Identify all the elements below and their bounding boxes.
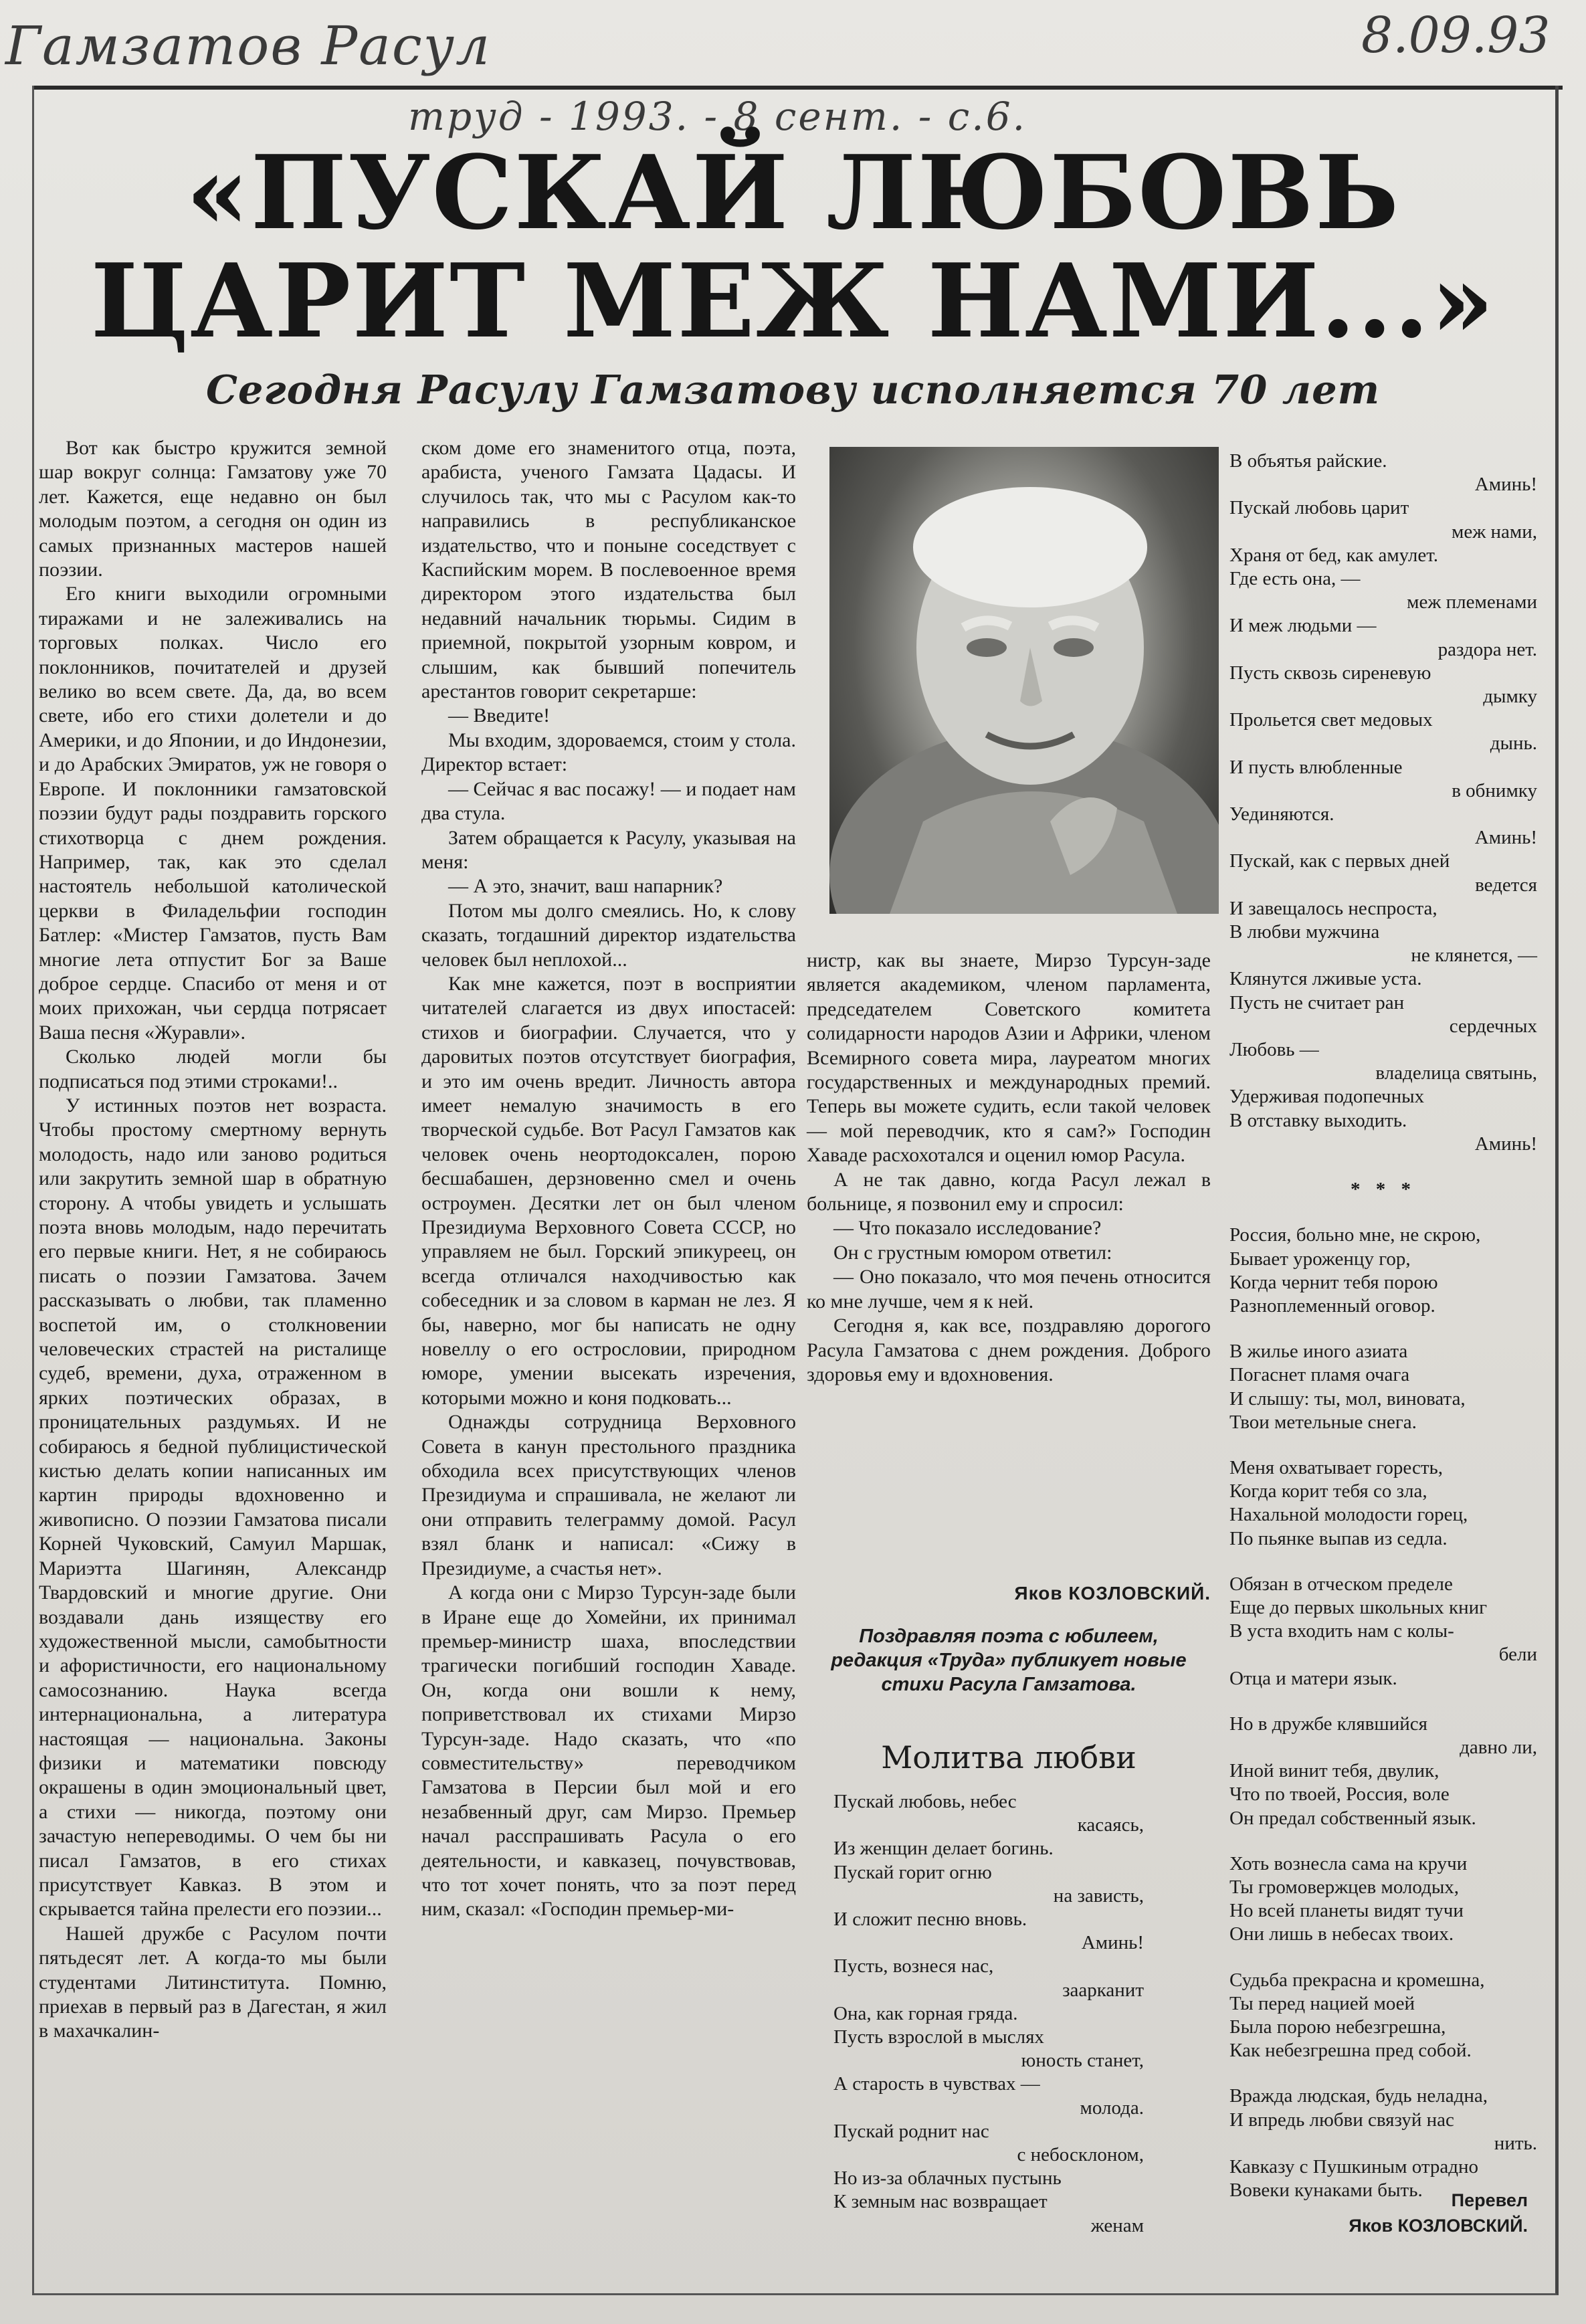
stanza-gap — [1229, 1201, 1537, 1224]
poem-line: касаясь, — [1077, 1814, 1144, 1836]
poem-line: Когда корит тебя со зла, — [1229, 1480, 1427, 1503]
paragraph: — Сейчас я вас посажу! — и подает нам два стула. — [421, 777, 796, 825]
paragraph: А не так давно, когда Расул лежал в больнице, я позвонил ему и спросил: — [807, 1168, 1211, 1216]
poem-line: Была порою небезгрешна, — [1229, 2016, 1446, 2038]
poem-line: Кавказу с Пушкиным отрадно — [1229, 2156, 1479, 2177]
headline-subtitle: Сегодня Расулу Гамзатову исполняется 70 лет — [205, 367, 1381, 413]
poem-line: Аминь! — [1474, 827, 1537, 849]
handwritten-date-note: 8.09.93 — [1361, 7, 1551, 64]
poem-line: Россия, больно мне, не скрою, — [1229, 1224, 1481, 1246]
poem-line: бели — [1498, 1644, 1537, 1666]
translator-credit — [1229, 2188, 1528, 2238]
poem-line: Когда чернит тебя порою — [1229, 1271, 1438, 1293]
poem-line: Любовь — — [1229, 1039, 1319, 1061]
poem-line: Пускай любовь, небес — [833, 1791, 1017, 1812]
poem-column-right — [1229, 450, 1537, 2202]
paragraph: Вот как быстро кружится земной шар вокруг солнца: Гамзатову уже 70 лет. Кажется, еще недавно он был молодым поэтом, а сегодня он один из самых признанных мастеров нашей поэзии. — [39, 437, 387, 581]
poem-line: В уста входить нам с колы- — [1229, 1620, 1454, 1642]
poem-line: Нахальной молодости горец, — [1229, 1504, 1468, 1526]
paragraph: Однажды сотрудница Верховного Совета в канун престольного праздника обходила всех присутствующих членов Президиума и спрашивала, не желают ли они отправить телеграмму домой. Расул взял бланк и написал: «Сижу в Президиуме, а счастья нет». — [421, 1411, 796, 1579]
paragraph: ском доме его знаменитого отца, поэта, арабиста, ученого Гамзата Цадасы. И случилось так, что мы с Расулом как-то направились в республиканское издательство, что и поныне соседствует с Каспийским морем. В послевоенное время директором этого издательства был недавний начальник тюрьмы. Сидим в приемной, покрытой узорным ковром, и слышим, как бывший попечитель арестантов говорит секретарше: — [421, 437, 796, 703]
poem-line: Разноплеменный оговор. — [1229, 1294, 1435, 1317]
poem-line: сердечных — [1449, 1015, 1537, 1037]
poem-line: Пусть, вознеся нас, — [833, 1955, 994, 1977]
poem-line: Прольется свет медовых — [1229, 709, 1433, 731]
poem-line: И меж людьми — — [1229, 615, 1377, 637]
poem-line: ведется — [1475, 874, 1537, 896]
poem-line: А старость в чувствах — — [833, 2073, 1040, 2095]
paragraph: Затем обращается к Расулу, указывая на меня: — [421, 826, 796, 873]
poem-line: Как небезгрешна пред собой. — [1229, 2040, 1472, 2062]
article-column-1 — [39, 436, 387, 2044]
poem-line: И сложит песню вновь. — [833, 1909, 1027, 1931]
poem-line: нить. — [1494, 2132, 1537, 2154]
poem-line: Храня от бед, как амулет. — [1229, 544, 1438, 566]
poem-line: дымку — [1483, 686, 1537, 708]
poem-line: дынь. — [1490, 733, 1537, 755]
poem-line: Пусть сквозь сиреневую — [1229, 662, 1431, 684]
poem-line: Аминь! — [1474, 1133, 1537, 1155]
poem-line: В объятья райские. — [1229, 450, 1387, 472]
paragraph: — А это, значит, ваш напарник? — [448, 875, 723, 898]
poem-line: Отца и матери язык. — [1229, 1667, 1397, 1689]
poem-line: Уединяются. — [1229, 803, 1334, 826]
poem-line: В любви мужчина — [1229, 921, 1380, 943]
poem-column-left — [833, 1790, 1144, 2238]
poem-line: владелица святынь, — [1375, 1062, 1537, 1084]
poem-line: И впредь любви связуй нас — [1229, 2109, 1454, 2131]
portrait-figure-icon — [829, 447, 1219, 914]
poem-line: В жилье иного азиата — [1229, 1341, 1408, 1363]
paragraph: У истинных поэтов нет возраста. Чтобы простому смертному вернуть молодость, надо или заново родиться или закрутить земной шар в обратную сторону. А чтобы увидеть и услышать поэта вновь молодым, надо перечитать его первые книги. Нет, я не собираюсь писать о поэзии Гамзатова. Зачем рассказывать о любви, так пламенно воспетой им, о столкновении человеческих страстей на ристалище судеб, времени, духа, отраженном в ярких поэтических образах, в проницательных раздумьях. И не собираюсь я бедной публицистической кистью делать копии написанных им картин природы вдохновенно и живописно. О поэзии Гамзатова писали Корней Чуковский, Самуил Маршак, Мариэтта Шагинян, Александр Твардовский и многие другие. Они воздавали дань изяществу его художественной мысли, самобытности и афористичности, его национальному самосознанию. Наука всегда интернациональна, а литература настоящая — национальна. Законы физики и математики повсюду окрашены в один эмоциональный цвет, а стихи — никогда, поэтому они зачастую непереводимы. О чем бы ни писал Гамзатов, в его стихах присутствует Кавказ. В этом и скрывается тайна прелести его поэзии... — [39, 1094, 387, 1921]
translator-label: Перевел — [1451, 2190, 1528, 2210]
poem-line: Она, как горная гряда. — [833, 2002, 1018, 2024]
poem-line: Что по твоей, Россия, воле — [1229, 1783, 1450, 1806]
poem-line: в обнимку — [1452, 779, 1537, 801]
poem-line: Пусть не считает ран — [1229, 991, 1405, 1013]
stanza-gap — [1229, 1551, 1537, 1573]
poem-line: молода. — [1080, 2097, 1144, 2119]
poem-line: давно ли, — [1460, 1736, 1537, 1758]
poem-line: * * * — [1351, 1179, 1416, 1201]
article-column-2 — [421, 436, 796, 1922]
stanza-gap — [1229, 1156, 1537, 1178]
poem-line: Клянутся лживые уста. — [1229, 968, 1422, 990]
poem-line: Пусть взрослой в мыслях — [833, 2026, 1044, 2048]
poem-line: Он предал собственный язык. — [1229, 1807, 1476, 1829]
paragraph: Его книги выходили огромными тиражами и не залеживались на торговых полках. Число его поклонников, почитателей и друзей велико во всем свете. Да, да, во всем свете, ибо его стихи долетели и до Америки, и до Японии, и до Индонезии, и до Арабских Эмиратов, уж не говоря о Европе. И поклонники гамзатовской поэзии будут рады поздравить горского стихотворца с днем рождения. Например, так, как это сделал настоятель небольшой католической церкви в Филадельфии господин Батлер: «Мистер Гамзатов, пусть Вам многие лета отпустит Бог за Ваше доброе сердце. Спасибо от меня и от моих прихожан, чьи сердца потрясает Ваша песня «Журавли». — [39, 583, 387, 1044]
poem-line: Удерживая подопечных — [1229, 1086, 1425, 1108]
poem-line: Аминь! — [1474, 474, 1537, 496]
article-column-3 — [807, 949, 1211, 1387]
paragraph: Как мне кажется, поэт в восприятии читателей слагается из двух ипостасей: стихов и биографии. Случается, что у даровитых поэтов отсутствует биография, и это им очень вредит. Личность автора имеет немалую значимость в его творческой судьбе. Вот Расул Гамзатов как человек очень неортодоксален, порою бесшабашен, дерзновенно смел и очень остроумен. Десятки лет он был членом Президиума Верховного Совета СССР, но управляем не был. Горский эпикуреец, он всегда отличался находчивостью как собеседник и за словом в карман не лез. Я бы, наверно, мог бы написать не одну новеллу о его остроcловии, природном юморе, умении высекать изречения, которыми можно и коня подковать... — [421, 972, 796, 1409]
poem-line: Пускай горит огню — [833, 1861, 992, 1883]
poem-line: Вражда людская, будь неладна, — [1229, 2085, 1488, 2107]
poem-line: Хоть вознесла сама на кручи — [1229, 1852, 1468, 1874]
poem-line: Погаснет пламя очага — [1229, 1364, 1410, 1386]
poem-line: Ты громовержцев молодых, — [1229, 1876, 1460, 1898]
paragraph: Нашей дружбе с Расулом почти пятьдесят лет. А когда-то мы были студентами Литинститута. Помню, приехав в первый раз в Дагестан, я жил в махачкалин- — [39, 1922, 387, 2042]
poem-title: Молитва любви — [881, 1739, 1136, 1775]
stanza-gap — [1229, 2062, 1537, 2085]
paragraph: Потом мы долго смеялись. Но, к слову сказать, тогдашний директор издательства человек был неплохой... — [421, 899, 796, 971]
stanza-gap — [1229, 1434, 1537, 1456]
paragraph: А когда они с Мирзо Турсун-заде были в Иране еще до Хомейни, их принимал премьер-министр шаха, впоследствии трагически погибший господин Хаваде. Он, когда они вошли к нему, поприветствовал их стихами Мирзо Турсун-заде. Надо сказать, что «по совместительству» переводчиком Гамзатова в Персии был мой и его незабвенный друг, сам Мирзо. Премьер начал расспрашивать Расула о его деятельности, и кавказец, почувствовав, что тот хочет понять, что за поэт перед ним, сказал: «Господин премьер-ми- — [421, 1581, 796, 1921]
handwritten-source-note: труд - 1993. - 8 сент. - с.6. — [408, 94, 1027, 139]
headline-line-2: ЦАРИТ МЕЖ НАМИ...» — [90, 241, 1496, 361]
headline-line-1: «ПУСКАЙ ЛЮБОВЬ — [185, 132, 1401, 252]
paragraph: — Что показало исследование? — [833, 1217, 1102, 1240]
poem-line: К земным нас возвращает — [833, 2191, 1048, 2213]
poem-line: И завещалось неспроста, — [1229, 897, 1438, 919]
poem-line: Твои метельные снега. — [1229, 1411, 1417, 1433]
paragraph: Он с грустным юмором ответил: — [833, 1241, 1112, 1264]
translator-name: Яков КОЗЛОВСКИЙ. — [1349, 2216, 1528, 2236]
poem-line: И пусть влюбленные — [1229, 756, 1403, 778]
portrait-photo — [829, 447, 1219, 914]
poem-line: Иной винит тебя, двулик, — [1229, 1760, 1440, 1782]
poem-line: заарканит — [1062, 1979, 1144, 2001]
article-signature: Яков КОЗЛОВСКИЙ. — [1014, 1583, 1211, 1604]
poem-line: Где есть она, — — [1229, 568, 1361, 590]
paragraph: нистр, как вы знаете, Мирзо Турсун-заде является академиком, членом парламента, председателем Советского комитета солидарности народов Азии и Африки, членом Всемирного совета мира, лауреатом многих государственных и международных премий. Теперь вы можете судить, если такой человек — мой переводчик, кто я сам?» Господин Хаваде расхохотался и оценил юмор Расула. — [807, 949, 1211, 1167]
stanza-gap — [1229, 1947, 1537, 1969]
editorial-note: Поздравляя поэта с юбилеем, редакция «Труда» публикует новые стихи Расула Гамзатова. — [831, 1626, 1187, 1695]
paragraph: Мы входим, здороваемся, стоим у стола. Директор встает: — [421, 729, 796, 776]
poem-line: юность станет, — [1021, 2050, 1144, 2072]
paragraph: — Введите! — [448, 704, 551, 727]
poem-line: Но в дружбе клявшийся — [1229, 1713, 1427, 1735]
paragraph: Сегодня я, как все, поздравляю дорогого Расула Гамзатова с днем рождения. Доброго здоровья ему и вдохновения. — [807, 1315, 1211, 1385]
poem-line: Обязан в отческом пределе — [1229, 1573, 1453, 1595]
paragraph: Сколько людей могли бы подписаться под этими строками!.. — [39, 1046, 387, 1092]
poem-line: не клянется, — — [1411, 945, 1537, 967]
poem-line: Меня охватывает горесть, — [1229, 1456, 1444, 1478]
poem-line: Но всей планеты видят тучи — [1229, 1900, 1464, 1922]
stanza-gap — [1229, 1318, 1537, 1340]
poem-line: Пускай роднит нас — [833, 2120, 989, 2142]
poem-line: с небосклоном, — [1017, 2144, 1144, 2166]
poem-line: меж нами, — [1451, 520, 1537, 543]
handwritten-author-note: Гамзатов Расул — [5, 15, 492, 77]
poem-line: меж племенами — [1407, 591, 1537, 613]
poem-line: По пьянке выпав из седла. — [1229, 1527, 1448, 1549]
poem-line: Но из-за облачных пустынь — [833, 2167, 1062, 2190]
poem-line: Еще до первых школьных книг — [1229, 1596, 1488, 1618]
poem-line: Из женщин делает богинь. — [833, 1838, 1054, 1860]
poem-line: Они лишь в небесах твоих. — [1229, 1923, 1454, 1945]
poem-line: Вовеки кунаками быть. — [1229, 2180, 1423, 2202]
poem-line: Ты перед нацией моей — [1229, 1992, 1415, 2014]
poem-line: Пускай любовь царит — [1229, 497, 1409, 519]
poem-line: Пускай, как с первых дней — [1229, 850, 1450, 872]
poem-line: Аминь! — [1081, 1932, 1144, 1954]
poem-line: раздора нет. — [1438, 638, 1537, 660]
poem-line: Судьба прекрасна и кромешна, — [1229, 1969, 1485, 1991]
stanza-gap — [1229, 1690, 1537, 1713]
poem-line: на зависть, — [1053, 1884, 1144, 1907]
poem-line: Бывает уроженцу гор, — [1229, 1248, 1411, 1270]
poem-line: женам — [1090, 2214, 1144, 2236]
paragraph: — Оно показало, что моя печень относится ко мне лучше, чем я к ней. — [807, 1266, 1211, 1313]
stanza-gap — [1229, 1830, 1537, 1852]
poem-line: И слышу: ты, мол, виновата, — [1229, 1387, 1466, 1410]
poem-line: В отставку выходить. — [1229, 1109, 1407, 1131]
